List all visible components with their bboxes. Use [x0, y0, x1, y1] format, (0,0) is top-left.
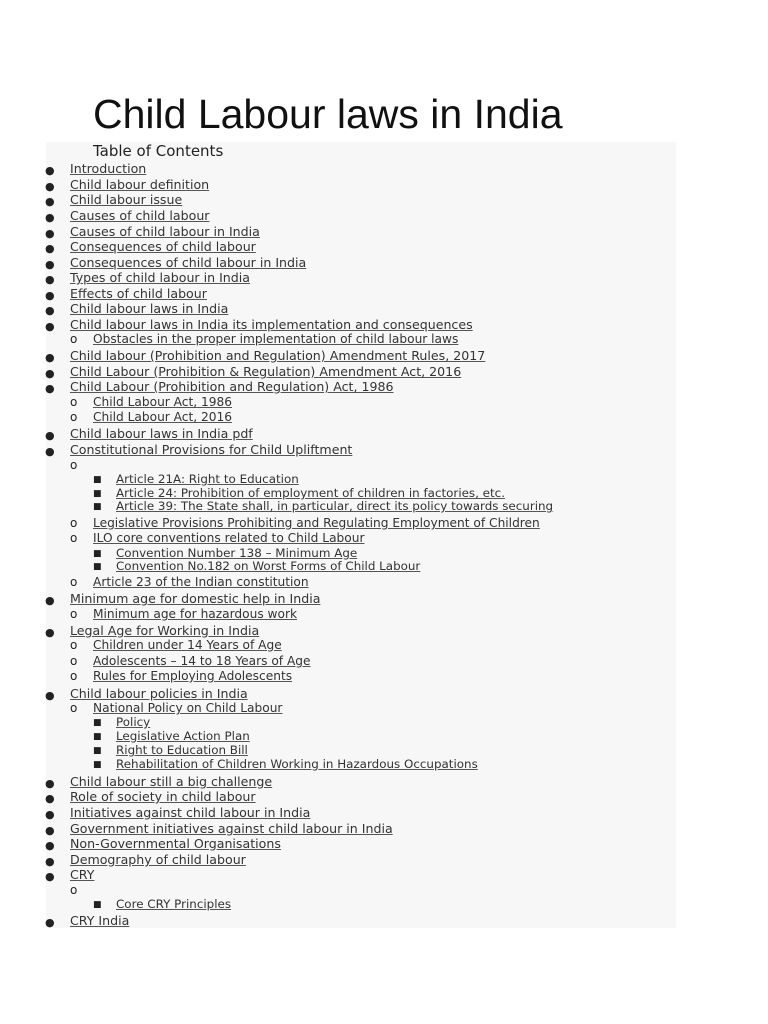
- circle-bullet-icon: o: [70, 575, 78, 589]
- toc-link[interactable]: Child labour policies in India: [70, 686, 248, 701]
- toc-link[interactable]: Legislative Action Plan: [116, 729, 250, 743]
- toc-link[interactable]: Article 39: The State shall, in particular, direct its policy towards securing: [116, 499, 554, 513]
- toc-link[interactable]: Child labour laws in India its implementation and consequences: [70, 317, 473, 332]
- disc-bullet-icon: ●: [45, 916, 55, 929]
- toc-link[interactable]: Child labour issue: [70, 192, 183, 207]
- circle-bullet-icon: o: [70, 395, 78, 409]
- toc-link[interactable]: Child Labour (Prohibition & Regulation) Amendment Act, 2016: [70, 364, 462, 379]
- toc-link[interactable]: Article 21A: Right to Education: [116, 472, 299, 486]
- toc-link[interactable]: Minimum age for domestic help in India: [70, 591, 321, 606]
- circle-bullet-icon: o: [70, 669, 78, 683]
- toc-link[interactable]: Types of child labour in India: [70, 270, 251, 285]
- toc-heading: Table of Contents: [93, 142, 224, 160]
- disc-bullet-icon: ●: [45, 855, 55, 868]
- circle-bullet-icon: o: [70, 701, 78, 715]
- disc-bullet-icon: ●: [45, 180, 55, 193]
- toc-link[interactable]: Article 24: Prohibition of employment of children in factories, etc.: [116, 486, 505, 500]
- circle-bullet-icon: o: [70, 638, 78, 652]
- toc-link[interactable]: CRY India: [70, 913, 130, 928]
- toc-link[interactable]: Child labour laws in India pdf: [70, 426, 253, 441]
- circle-bullet-icon: o: [70, 883, 78, 897]
- disc-bullet-icon: ●: [45, 626, 55, 639]
- toc-link[interactable]: Non-Governmental Organisations: [70, 836, 281, 851]
- toc-link[interactable]: Article 23 of the Indian constitution: [93, 575, 309, 589]
- square-bullet-icon: ■: [93, 475, 102, 485]
- toc-link[interactable]: Child labour still a big challenge: [70, 774, 273, 789]
- toc-link[interactable]: Child labour (Prohibition and Regulation) Amendment Rules, 2017: [70, 348, 486, 363]
- toc-link[interactable]: Legal Age for Working in India: [70, 623, 260, 638]
- toc-link[interactable]: Consequences of child labour in India: [70, 255, 307, 270]
- square-bullet-icon: ■: [93, 746, 102, 756]
- disc-bullet-icon: ●: [45, 242, 55, 255]
- circle-bullet-icon: o: [70, 332, 78, 346]
- toc-link[interactable]: Adolescents – 14 to 18 Years of Age: [93, 654, 311, 668]
- disc-bullet-icon: ●: [45, 870, 55, 883]
- disc-bullet-icon: ●: [45, 824, 55, 837]
- toc-link[interactable]: Rules for Employing Adolescents: [93, 669, 293, 683]
- toc-link[interactable]: Children under 14 Years of Age: [93, 638, 282, 652]
- square-bullet-icon: ■: [93, 549, 102, 559]
- disc-bullet-icon: ●: [45, 594, 55, 607]
- toc-link[interactable]: Role of society in child labour: [70, 789, 256, 804]
- toc-link[interactable]: Child Labour Act, 1986: [93, 395, 233, 409]
- circle-bullet-icon: o: [70, 516, 78, 530]
- disc-bullet-icon: ●: [45, 367, 55, 380]
- disc-bullet-icon: ●: [45, 258, 55, 271]
- circle-bullet-icon: o: [70, 458, 78, 472]
- circle-bullet-icon: o: [70, 531, 78, 545]
- toc-link[interactable]: Right to Education Bill: [116, 743, 248, 757]
- disc-bullet-icon: ●: [45, 445, 55, 458]
- toc-link[interactable]: CRY: [70, 867, 95, 882]
- toc-link[interactable]: Child Labour Act, 2016: [93, 410, 233, 424]
- toc-link[interactable]: Consequences of child labour: [70, 239, 256, 254]
- disc-bullet-icon: ●: [45, 227, 55, 240]
- disc-bullet-icon: ●: [45, 777, 55, 790]
- toc-link[interactable]: Government initiatives against child labour in India: [70, 821, 393, 836]
- toc-link[interactable]: Child labour definition: [70, 177, 210, 192]
- disc-bullet-icon: ●: [45, 351, 55, 364]
- disc-bullet-icon: ●: [45, 792, 55, 805]
- square-bullet-icon: ■: [93, 900, 102, 910]
- toc-link[interactable]: Core CRY Principles: [116, 897, 232, 911]
- disc-bullet-icon: ●: [45, 211, 55, 224]
- disc-bullet-icon: ●: [45, 808, 55, 821]
- toc-link[interactable]: Convention No.182 on Worst Forms of Child Labour: [116, 559, 421, 573]
- toc-link[interactable]: Introduction: [70, 161, 147, 176]
- toc-link[interactable]: Initiatives against child labour in India: [70, 805, 311, 820]
- square-bullet-icon: ■: [93, 718, 102, 728]
- circle-bullet-icon: o: [70, 654, 78, 668]
- disc-bullet-icon: ●: [45, 289, 55, 302]
- toc-link[interactable]: Rehabilitation of Children Working in Hazardous Occupations: [116, 757, 478, 771]
- toc-link[interactable]: Convention Number 138 – Minimum Age: [116, 546, 358, 560]
- disc-bullet-icon: ●: [45, 689, 55, 702]
- circle-bullet-icon: o: [70, 410, 78, 424]
- toc-link[interactable]: Minimum age for hazardous work: [93, 607, 298, 621]
- toc-link[interactable]: Causes of child labour in India: [70, 224, 260, 239]
- disc-bullet-icon: ●: [45, 195, 55, 208]
- toc-link[interactable]: National Policy on Child Labour: [93, 701, 283, 715]
- disc-bullet-icon: ●: [45, 273, 55, 286]
- toc-link[interactable]: ILO core conventions related to Child Labour: [93, 531, 365, 545]
- toc-link[interactable]: Policy: [116, 715, 151, 729]
- toc-link[interactable]: Demography of child labour: [70, 852, 246, 867]
- toc-link[interactable]: Causes of child labour: [70, 208, 210, 223]
- square-bullet-icon: ■: [93, 760, 102, 770]
- square-bullet-icon: ■: [93, 732, 102, 742]
- toc-link[interactable]: Constitutional Provisions for Child Upliftment: [70, 442, 353, 457]
- square-bullet-icon: ■: [93, 502, 102, 512]
- toc-link[interactable]: Legislative Provisions Prohibiting and Regulating Employment of Children: [93, 516, 540, 530]
- toc-link[interactable]: Child Labour (Prohibition and Regulation) Act, 1986: [70, 379, 394, 394]
- page-title: Child Labour laws in India: [93, 91, 563, 137]
- disc-bullet-icon: ●: [45, 382, 55, 395]
- disc-bullet-icon: ●: [45, 164, 55, 177]
- disc-bullet-icon: ●: [45, 839, 55, 852]
- disc-bullet-icon: ●: [45, 304, 55, 317]
- square-bullet-icon: ■: [93, 562, 102, 572]
- circle-bullet-icon: o: [70, 607, 78, 621]
- toc-link[interactable]: Child labour laws in India: [70, 301, 229, 316]
- square-bullet-icon: ■: [93, 489, 102, 499]
- disc-bullet-icon: ●: [45, 429, 55, 442]
- toc-link[interactable]: Effects of child labour: [70, 286, 207, 301]
- disc-bullet-icon: ●: [45, 320, 55, 333]
- toc-link[interactable]: Obstacles in the proper implementation of child labour laws: [93, 332, 459, 346]
